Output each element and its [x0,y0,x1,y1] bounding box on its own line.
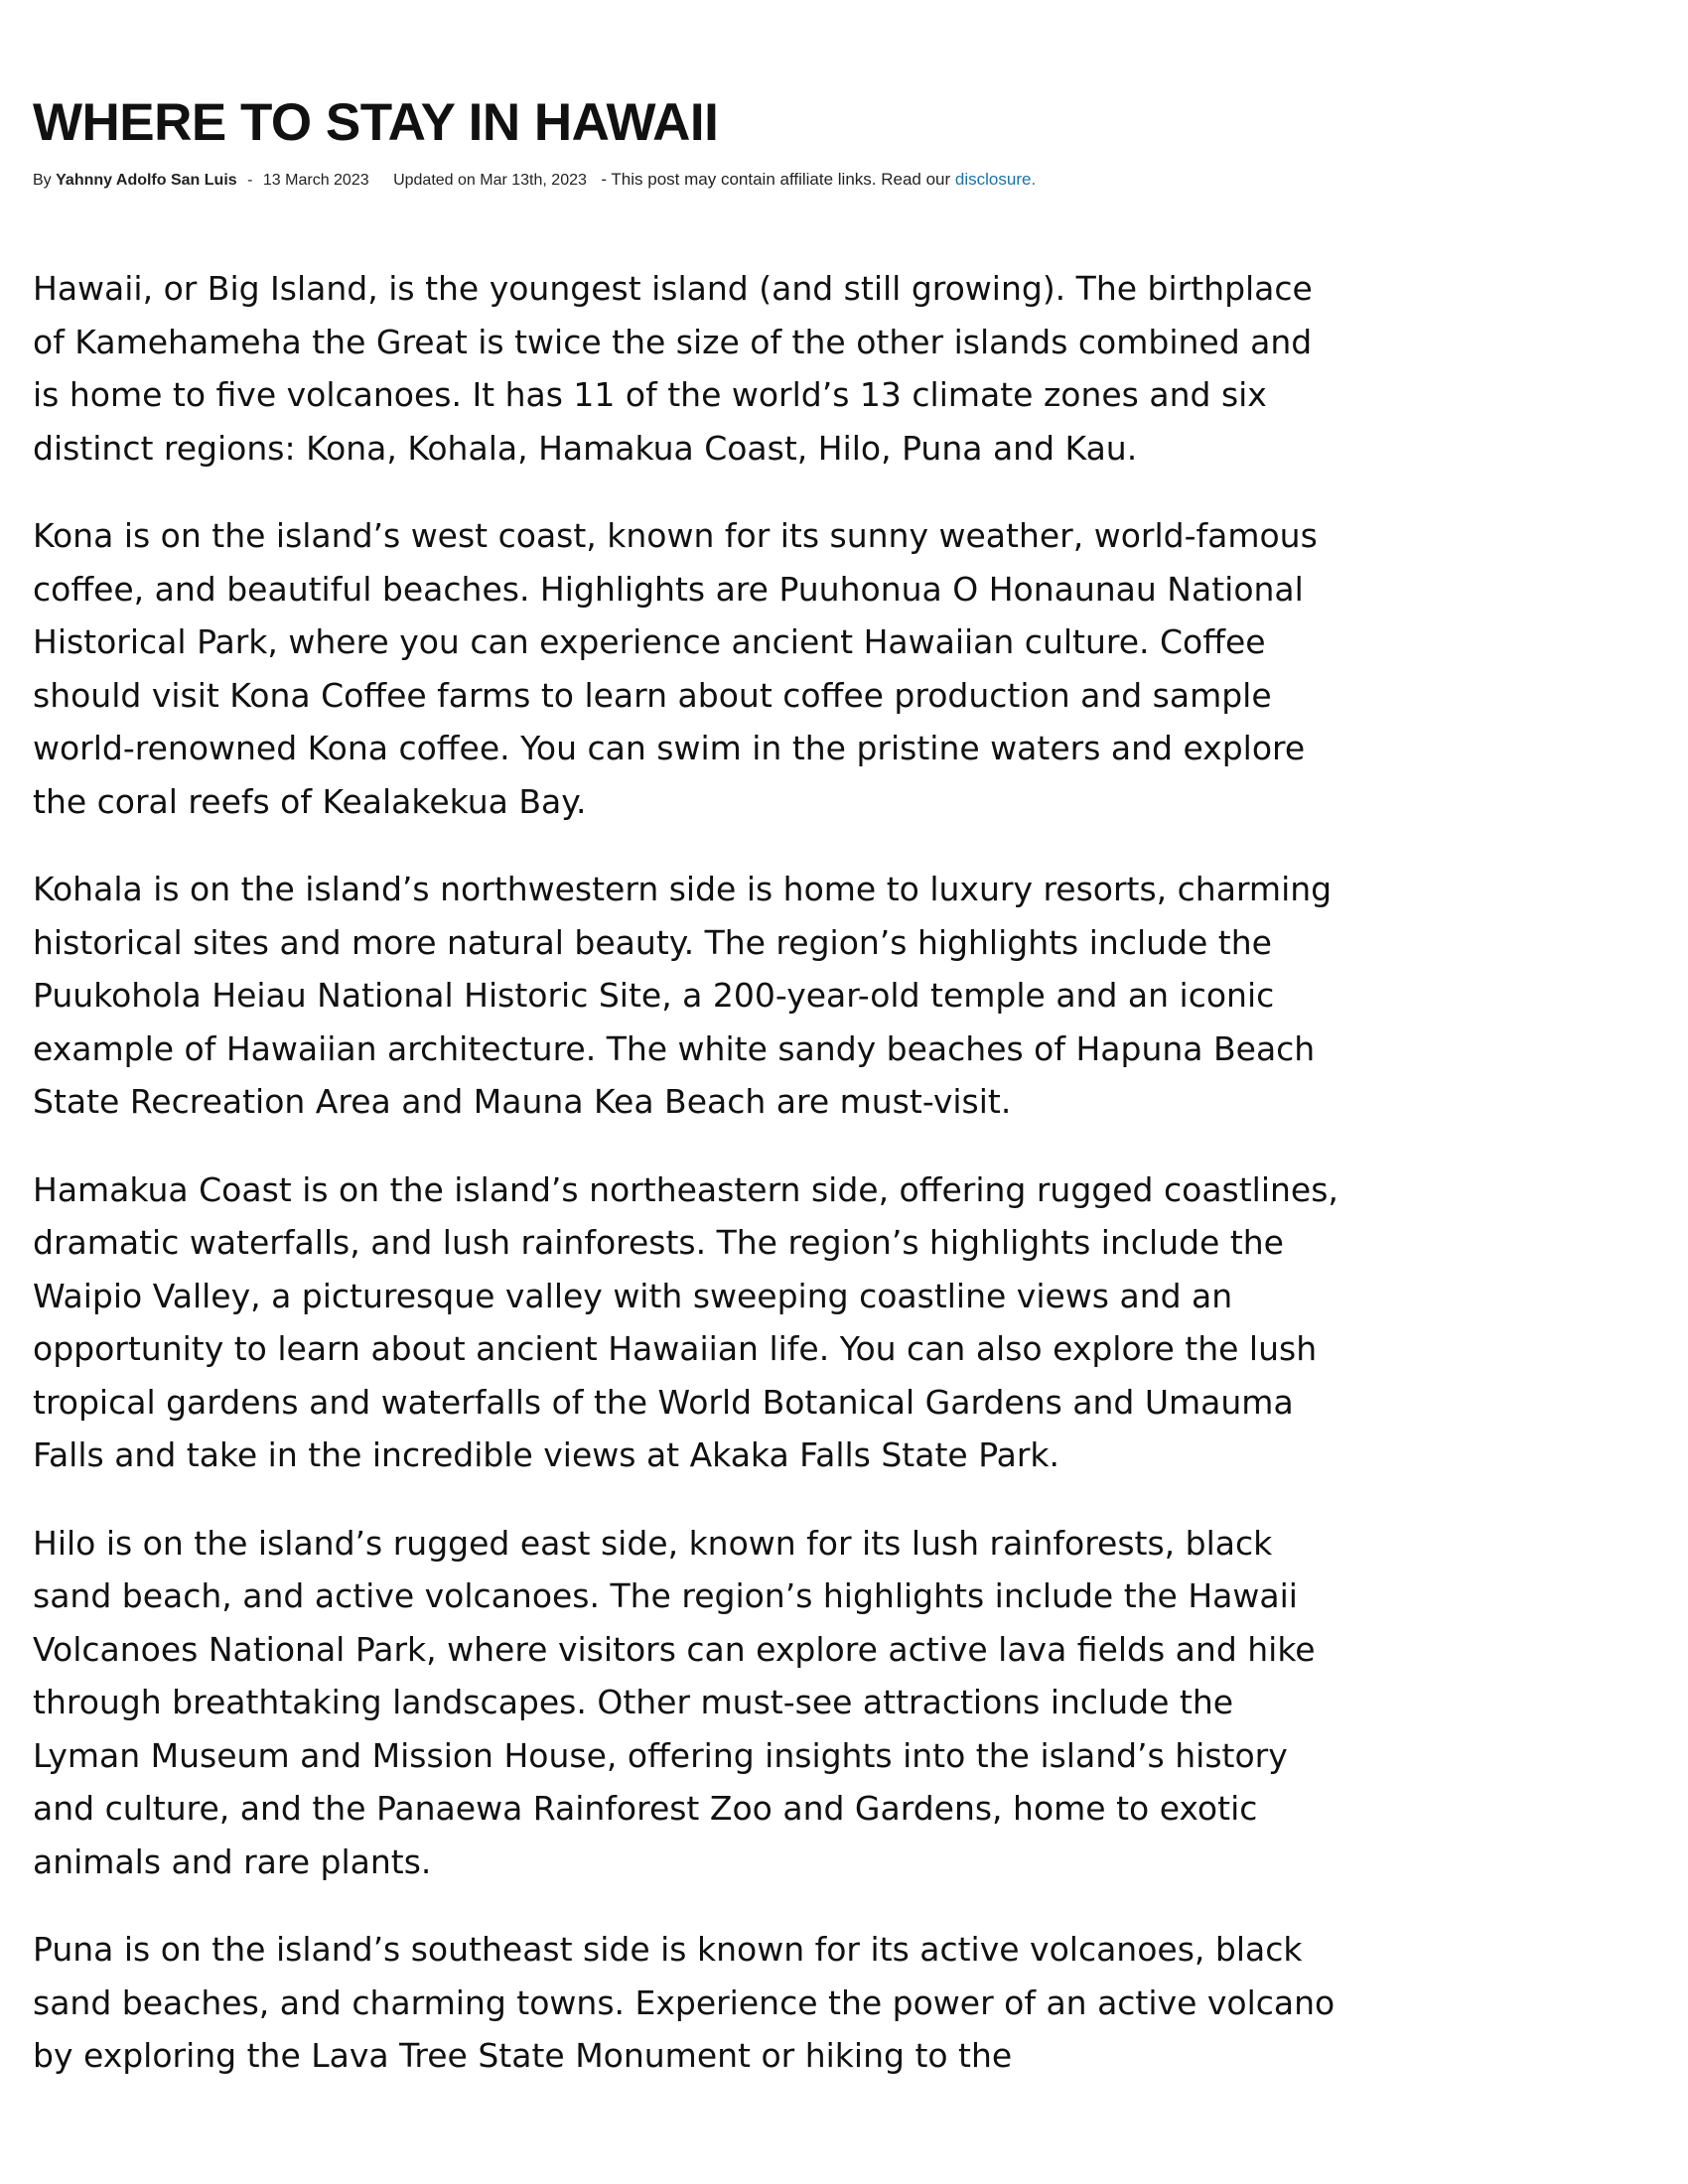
paragraph-kona: Kona is on the island’s west coast, known for its sunny weather, world-famous coffee, and beautiful beaches. Highlights are Puuhonua O Honaunau National Historical Park, where you can experience ancient Hawaiian culture. Coffee should visit Kona Coffee farms to learn about coffee production and sample world-renowned Kona coffee. You can swim in the pristine waters and explore the coral reefs of Kealakekua Bay. [33,516,1318,821]
affiliate-notice [601,170,1036,189]
paragraph-kohala: Kohala is on the island’s northwestern side is home to luxury resorts, charming historical sites and more natural beauty. The region’s highlights include the Puukohola Heiau National Historic Site, a 200-year-old temple and an iconic example of Hawaiian architecture. The white sandy beaches of Hapuna Beach State Recreation Area and Mauna Kea Beach are must-visit. [33,870,1333,1121]
affiliate-text: - This post may contain affiliate links. Read our [601,170,951,189]
paragraph-intro: Hawaii, or Big Island, is the youngest island (and still growing). The birthplace of Kamehameha the Great is twice the size of the other islands combined and is home to five volcanoes. It has 11 of the world’s 13 climate zones and six distinct regions: Kona, Kohala, Hamakua Coast, Hilo, Puna and Kau. [33,269,1313,468]
byline-separator: - [247,172,253,189]
publish-date: 13 March 2023 [262,172,369,189]
article-body [33,262,1343,2117]
disclosure-link[interactable]: disclosure. [954,170,1037,189]
paragraph-hamakua: Hamakua Coast is on the island’s northeastern side, offering rugged coastlines, dramatic waterfalls, and lush rainforests. The region’s highlights include the Waipio Valley, a picturesque valley with sweeping coastline views and an opportunity to learn about ancient Hawaiian life. You can also explore the lush tropical gardens and waterfalls of the World Botanical Gardens and Umauma Falls and take in the incredible views at Akaka Falls State Park. [33,1169,1338,1474]
page-title: WHERE TO STAY IN HAWAII [33,93,719,152]
paragraph-hilo: Hilo is on the island’s rugged east side, known for its lush rainforests, black sand beach, and active volcanoes. The region’s highlights include the Hawaii Volcanoes National Park, where visitors can explore active lava fields and hike through breathtaking landscapes. Other must-see attractions include the Lyman Museum and Mission House, offering insights into the island’s history and culture, and the Panaewa Rainforest Zoo and Gardens, home to exotic animals and rare plants. [33,1523,1316,1881]
updated-date: Updated on Mar 13th, 2023 [393,172,587,189]
byline [33,169,1036,192]
author-name: Yahnny Adolfo San Luis [56,172,237,189]
byline-by: By [33,172,52,189]
paragraph-puna: Puna is on the island’s southeast side is known for its active volcanoes, black sand beaches, and charming towns. Experience the power of an active volcano by exploring the Lava Tree State Monument or hiking to the [33,1930,1336,2075]
